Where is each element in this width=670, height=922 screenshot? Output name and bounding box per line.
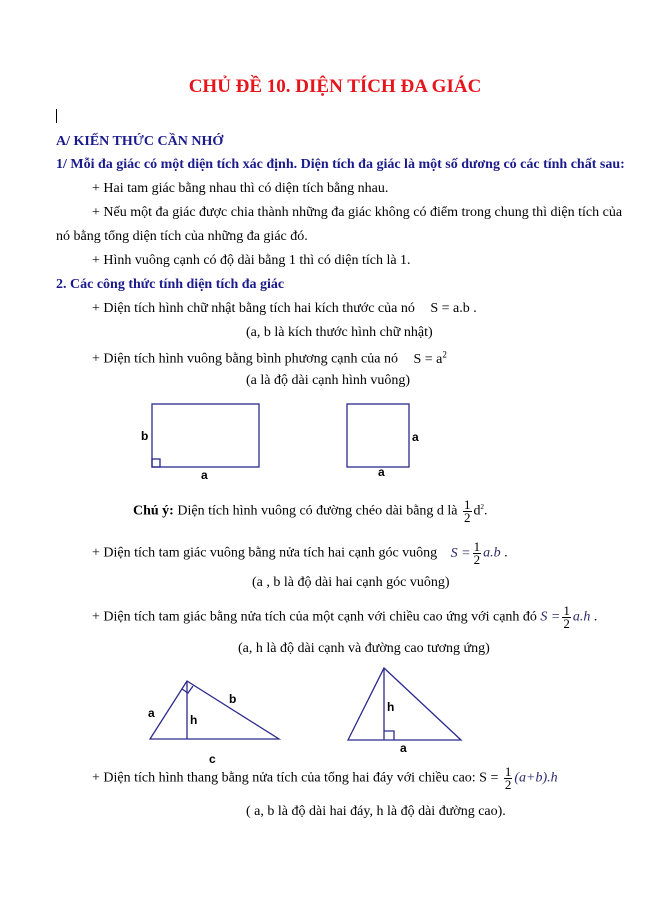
triangle-1 — [150, 681, 279, 739]
rectangle-area-formula: S = a.b . — [430, 301, 477, 316]
tri1-label-b: b — [229, 692, 237, 706]
part1-heading: 1/ Mỗi đa giác có một diện tích xác định. Diện tích đa giác là một số dương có các tính chất sau: — [56, 157, 625, 172]
section-a-heading: A/ KIẾN THỨC CẦN NHỚ — [56, 134, 224, 149]
square-note: (a là độ dài cạnh hình vuông) — [246, 373, 411, 388]
property-3: + Hình vuông cạnh có độ dài bằng 1 thì có diện tích là 1. — [92, 253, 411, 268]
tri2-label-a: a — [400, 741, 407, 755]
tri1-label-c: c — [209, 752, 216, 766]
right-triangle-note: (a , b là độ dài hai cạnh góc vuông) — [252, 575, 450, 590]
fraction-half: $\frac{1}{2}$ — [464, 497, 471, 525]
tri2-label-h: h — [387, 700, 395, 714]
note-square-diagonal: Chú ý: Diện tích hình vuông có đường chéo dài bằng d là $\frac{1}{2}$ $d^2$. — [133, 497, 488, 525]
property-1: + Hai tam giác bằng nhau thì có diện tích bằng nhau. — [92, 181, 389, 196]
tri1-label-h: h — [190, 713, 198, 727]
trapezoid-area-text: + Diện tích hình thang bằng nửa tích của tổng hai đáy với chiều cao: S = $\frac{1}{2}$ (a+b).h — [92, 764, 558, 792]
property-2-line2: nó bằng tổng diện tích của những đa giác đó. — [56, 229, 308, 244]
triangle-area-text: + Diện tích tam giác bằng nửa tích của một cạnh với chiều cao ứng với cạnh đó S = $\frac{1}{2}$ a.h . — [92, 603, 598, 631]
triangle-2-right-angle — [384, 731, 394, 740]
square-label-bottom: a — [378, 465, 385, 479]
rect-label-b: b — [141, 429, 149, 443]
triangle-2 — [348, 668, 461, 740]
right-triangle-area-text: + Diện tích tam giác vuông bằng nửa tích hai cạnh góc vuông S = $\frac{1}{2}$ a.b . — [92, 539, 508, 567]
tri1-label-a: a — [148, 706, 155, 720]
square-area-formula: $S = a^2$ — [413, 349, 447, 367]
rectangle-area-description: + Diện tích hình chữ nhật bằng tích hai kích thước của nó — [92, 301, 415, 316]
trapezoid-note: ( a, b là độ dài hai đáy, h là độ dài đường cao). — [246, 804, 506, 819]
square-label-right: a — [412, 430, 419, 444]
rect-label-a: a — [201, 468, 208, 482]
rectangle-note: (a, b là kích thước hình chữ nhật) — [246, 325, 433, 340]
part2-heading: 2. Các công thức tính diện tích đa giác — [56, 277, 285, 292]
square-area-description: + Diện tích hình vuông bằng bình phương cạnh của nó — [92, 351, 398, 367]
triangle-note: (a, h là độ dài cạnh và đường cao tương ứng) — [238, 641, 490, 656]
property-2-line1: + Nếu một đa giác được chia thành những đa giác không có điểm trong chung thì diện tích của — [92, 205, 623, 220]
page-title: CHỦ ĐỀ 10. DIỆN TÍCH ĐA GIÁC — [188, 76, 482, 97]
